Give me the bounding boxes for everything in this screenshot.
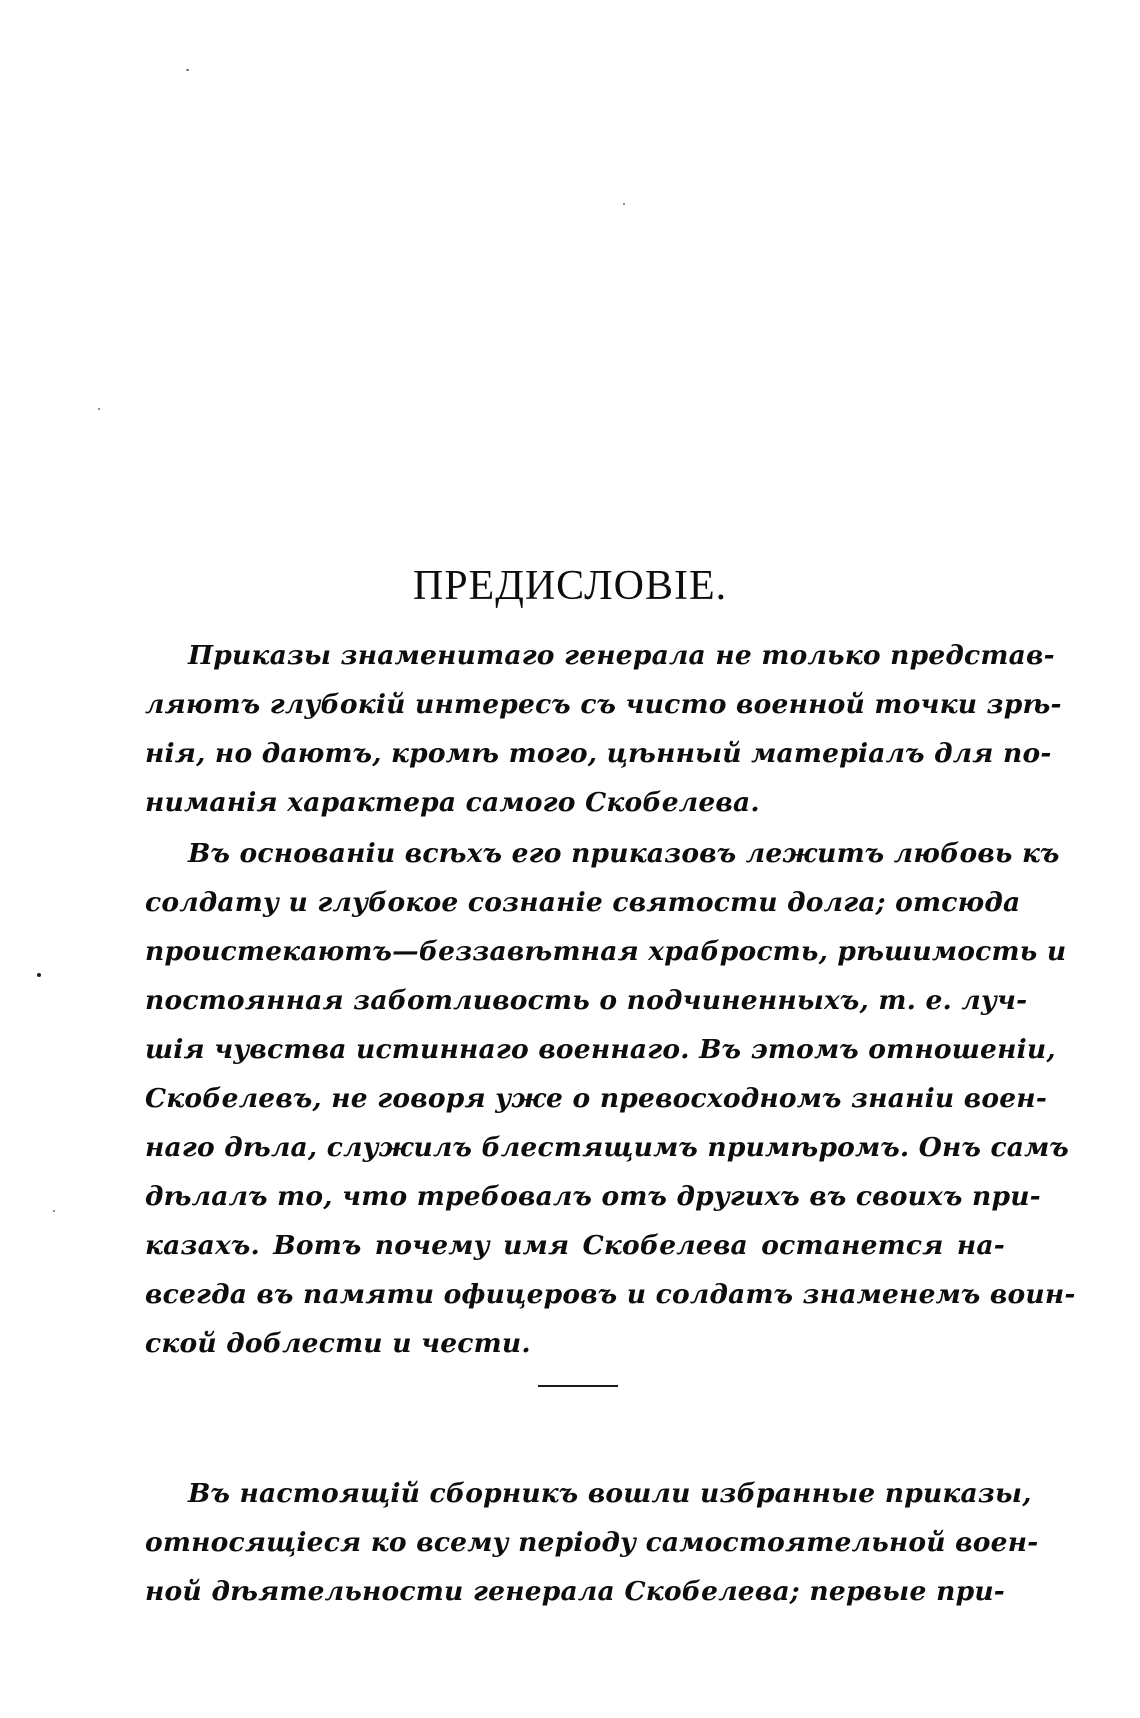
text-line: наго дѣла, служилъ блестящимъ примѣромъ. Онъ самъ <box>145 1132 1070 1163</box>
text-line: Въ настоящій сборникъ вошли избранные приказы, <box>188 1478 1032 1509</box>
text-line: проистекаютъ—беззавѣтная храбрость, рѣшимость и <box>145 936 1067 967</box>
page-title: ПРЕДИСЛОВІЕ. <box>412 563 728 609</box>
scan-speck <box>53 1210 55 1212</box>
text-line: ной дѣятельности генерала Скобелева; первые при- <box>145 1576 1005 1607</box>
text-line: шія чувства истиннаго военнаго. Въ этомъ отношеніи, <box>145 1034 1056 1065</box>
scan-speck <box>98 408 100 410</box>
text-line: ниманія характера самого Скобелева. <box>145 787 760 818</box>
text-line: ляютъ глубокій интересъ съ чисто военной точки зрѣ- <box>145 689 1062 720</box>
text-line: постоянная заботливость о подчиненныхъ, т. е. луч- <box>145 985 1028 1016</box>
text-line: всегда въ памяти офицеровъ и солдатъ знаменемъ воин- <box>145 1279 1076 1310</box>
text-line: Въ основаніи всѣхъ его приказовъ лежитъ любовь къ <box>188 838 1060 869</box>
text-line: дѣлалъ то, что требовалъ отъ другихъ въ своихъ при- <box>145 1181 1041 1212</box>
text-line: казахъ. Вотъ почему имя Скобелева останется на- <box>145 1230 1005 1261</box>
text-line: относящіеся ко всему періоду самостоятельной воен- <box>145 1527 1039 1558</box>
scan-speck <box>623 203 625 205</box>
scan-speck <box>186 69 189 71</box>
section-divider <box>538 1385 618 1387</box>
text-line: ской доблести и чести. <box>145 1328 531 1359</box>
text-line: солдату и глубокое сознаніе святости долга; отсюда <box>145 887 1021 918</box>
text-line: Приказы знаменитаго генерала не только представ- <box>188 640 1055 671</box>
text-line: Скобелевъ, не говоря уже о превосходномъ знаніи воен- <box>145 1083 1048 1114</box>
scan-speck <box>37 973 41 977</box>
text-line: нія, но даютъ, кромѣ того, цѣнный матеріалъ для по- <box>145 738 1052 769</box>
